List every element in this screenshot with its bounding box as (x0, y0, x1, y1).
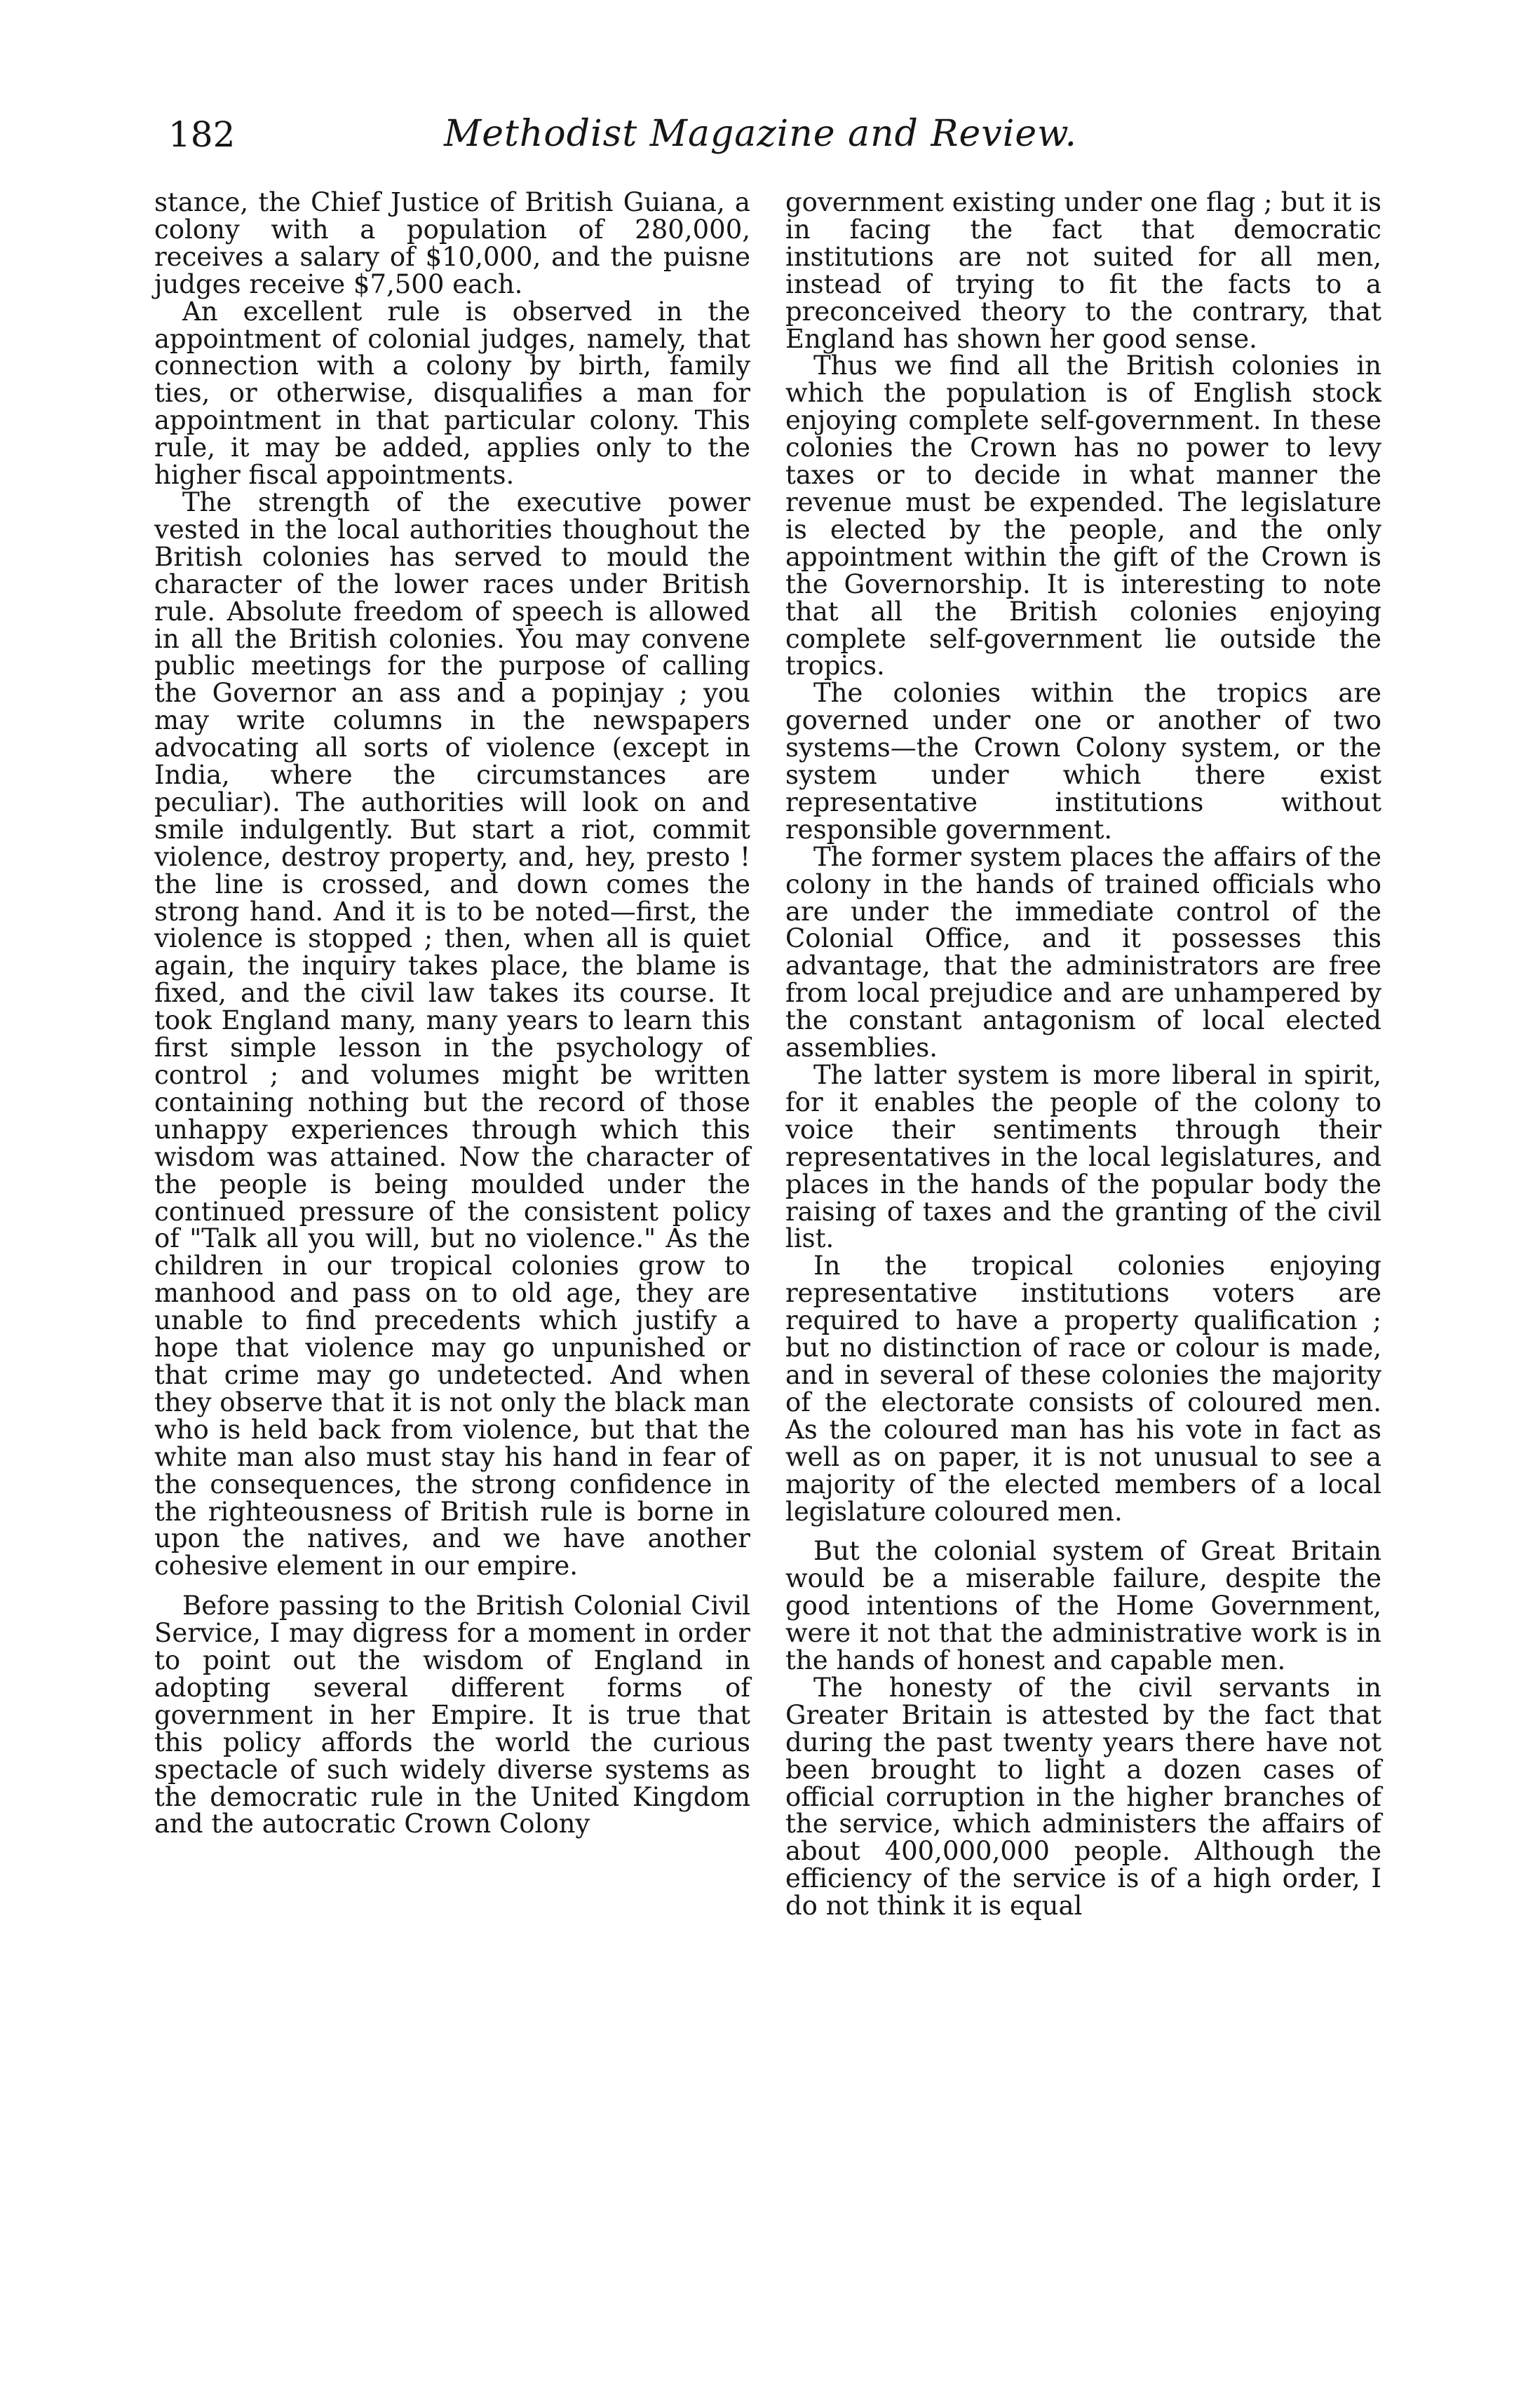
paragraph: stance, the Chief Justice of British Guiana, a colony with a population of 280,000, receives a salary of $10,000, and the puisne judges receive $7,500 each. (154, 187, 750, 299)
running-title: Methodist Magazine and Review. (444, 113, 1077, 155)
paragraph: But the colonial system of Great Britain would be a miserable failure, despite the good intentions of the Home Government, were it not that the administrative work is in the hands of honest and capable men. (785, 1536, 1381, 1676)
paragraph: The latter system is more liberal in spirit, for it enables the people of the colony to voice their sentiments through their representatives in the local legislatures, and places in the hands of the popular body the raising of taxes and the granting of the civil list. (785, 1060, 1381, 1254)
left-column (154, 189, 750, 1838)
paragraph: In the tropical colonies enjoying representative institutions voters are required to have a property qualification ; but no distinction of race or colour is made, and in several of these colonies the majority of the electorate consists of coloured men. As the coloured man has his vote in fact as well as on paper, it is not unusual to see a majority of the elected members of a local legislature coloured men. (785, 1251, 1381, 1527)
paragraph: The honesty of the civil servants in Greater Britain is attested by the fact that during the past twenty years there have not been brought to light a dozen cases of official corruption in the higher branches of the service, which administers the affairs of about 400,000,000 people. Although the efficiency of the service is of a high order, I do not think it is equal (785, 1672, 1381, 1921)
paragraph: government existing under one flag ; but it is in facing the fact that democratic institutions are not suited for all men, instead of trying to fit the facts to a preconceived theory to the contrary, that England has shown her good sense. (785, 187, 1381, 354)
paragraph: The former system places the affairs of the colony in the hands of trained officials who are under the immediate control of the Colonial Office, and it possesses this advantage, that the administrators are free from local prejudice and are unhampered by the constant antagonism of local elected assemblies. (785, 841, 1381, 1063)
paragraph: The colonies within the tropics are governed under one or another of two systems—the Crown Colony system, or the system under which there exist representative institutions without responsible government. (785, 678, 1381, 845)
paragraph: Thus we find all the British colonies in which the population is of English stock enjoying complete self-government. In these colonies the Crown has no power to levy taxes or to decide in what manner the revenue must be expended. The legislature is elected by the people, and the only appointment within the gift of the Crown is the Governorship. It is interesting to note that all the British colonies enjoying complete self-government lie outside the tropics. (785, 351, 1381, 681)
page-number: 182 (168, 114, 236, 155)
paragraph: An excellent rule is observed in the appointment of colonial judges, namely, that connection with a colony by birth, family ties, or otherwise, disqualifies a man for appointment in that particular colony. This rule, it may be added, applies only to the higher fiscal appointments. (154, 296, 750, 491)
paragraph: The strength of the executive power vested in the local authorities thoughout the British colonies has served to mould the character of the lower races under British rule. Absolute freedom of speech is allowed in all the British colonies. You may convene public meetings for the purpose of calling the Governor an ass and a popinjay ; you may write columns in the newspapers advocating all sorts of violence (except in India, where the circumstances are peculiar). The authorities will look on and smile indulgently. But start a riot, commit violence, destroy property, and, hey, presto ! the line is crossed, and down comes the strong hand. And it is to be noted—first, the violence is stopped ; then, when all is quiet again, the inquiry takes place, the blame is fixed, and the civil law takes its course. It took England many, many years to learn this first simple lesson in the psychology of control ; and volumes might be written containing nothing but the record of those unhappy experiences through which this wisdom was attained. Now the character of the people is being moulded under the continued pressure of the consistent policy of "Talk all you will, but no violence." As the children in our tropical colonies grow to manhood and pass on to old age, they are unable to find precedents which justify a hope that violence may go unpunished or that crime may go undetected. And when they observe that it is not only the black man who is held back from violence, but that the white man also must stay his hand in fear of the consequences, the strong confidence in the righteousness of British rule is borne in upon the natives, and we have another cohesive element in our empire. (154, 487, 750, 1581)
right-column (785, 189, 1381, 1920)
paragraph: Before passing to the British Colonial Civil Service, I may digress for a moment in order to point out the wisdom of England in adopting several different forms of government in her Empire. It is true that this policy affords the world the curious spectacle of such widely diverse systems as the democratic rule in the United Kingdom and the autocratic Crown Colony (154, 1591, 750, 1839)
